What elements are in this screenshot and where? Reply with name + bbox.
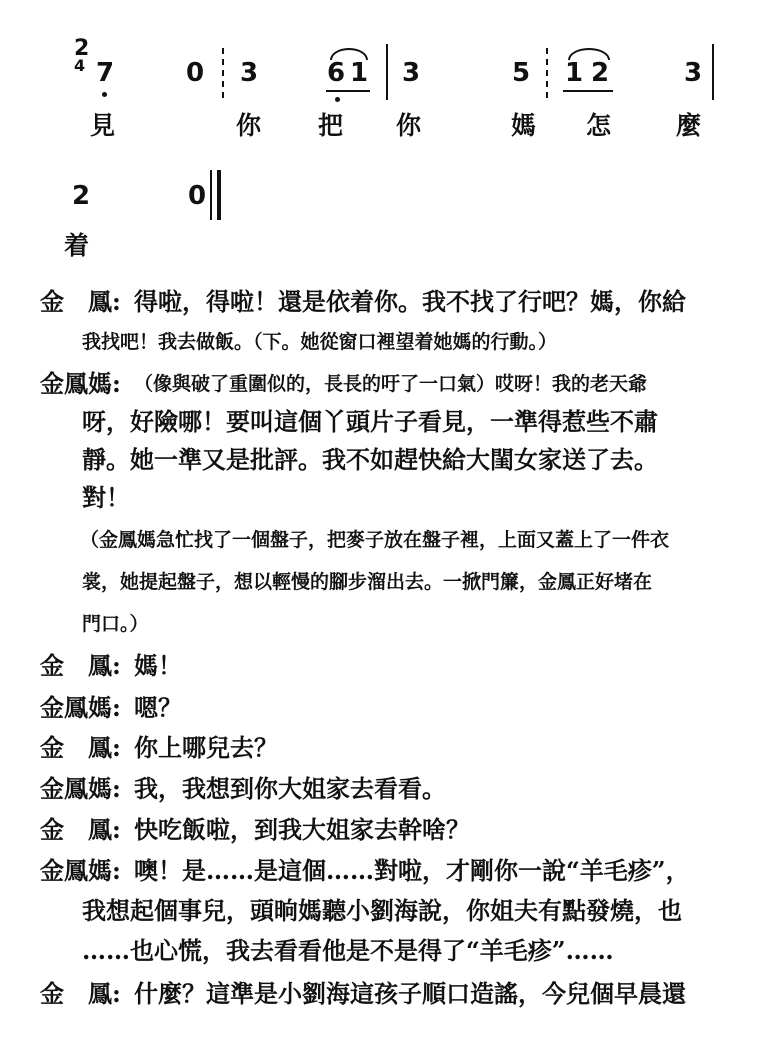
final-barline-thin [210, 170, 212, 220]
speaker-name: 金 鳳: [40, 733, 121, 762]
note: 3 [402, 58, 421, 88]
barline [712, 44, 714, 100]
lyric: 把 [318, 111, 344, 140]
dialogue-continuation: 我想起個事兒，頭晌媽聽小劉海說，你姐夫有點發燒，也 [82, 896, 682, 925]
dialogue-line [34, 812, 754, 850]
dialogue-line [34, 284, 754, 322]
note: 7 [96, 58, 115, 88]
note: 6 [327, 58, 346, 88]
note: 1 [350, 58, 369, 88]
dialogue-continuation [82, 322, 722, 360]
dashed-barline [222, 48, 224, 98]
note: 5 [512, 58, 531, 88]
dialogue-line [34, 648, 754, 686]
dialogue-text: 我找吧！我去做飯。（下。她從窗口裡望着她媽的行動。） [82, 331, 558, 353]
barline [386, 44, 388, 100]
beam-underline [326, 90, 370, 92]
dialogue-line [34, 771, 754, 809]
dialogue-text: 媽！ [134, 651, 182, 680]
speaker-name: 金鳳媽: [40, 693, 121, 722]
lyric: 你 [396, 111, 422, 140]
speaker-name: 金鳳媽: [40, 369, 121, 398]
dialogue-text: 得啦，得啦！還是依着你。我不找了行吧？媽，你給 [134, 287, 686, 316]
low-octave-dot [102, 92, 107, 97]
dialogue-text: 嗯？ [134, 693, 182, 722]
time-signature-top: 2 [74, 36, 90, 61]
stage-direction: 裳，她提起盤子，想以輕慢的腳步溜出去。一掀門簾，金鳳正好堵在 [82, 571, 653, 593]
note: 1 [565, 58, 584, 88]
speaker-name: 金 鳳: [40, 287, 121, 316]
speaker-name: 金 鳳: [40, 979, 121, 1008]
beam-underline [563, 90, 613, 92]
dialogue-continuation: 靜。她一準又是批評。我不如趕快給大閨女家送了去。 [82, 445, 658, 474]
dialogue-text: 噢！是……是這個……對啦，才剛你一說“羊毛疹”， [134, 856, 690, 885]
speaker-name: 金 鳳: [40, 651, 121, 680]
dialogue-line [34, 366, 754, 404]
dialogue-text: 什麼？這準是小劉海這孩子順口造謠，今兒個早晨還 [134, 979, 686, 1008]
lyric: 麼 [676, 111, 702, 140]
note: 0 [186, 58, 205, 88]
note: 0 [188, 181, 207, 211]
note: 2 [591, 58, 610, 88]
low-octave-dot [335, 97, 340, 102]
dialogue-line [34, 690, 754, 728]
lyric: 着 [64, 231, 90, 260]
final-barline-thick [217, 170, 221, 220]
dialogue-continuation: 對！ [82, 483, 130, 512]
speaker-name: 金鳳媽: [40, 856, 121, 885]
dialogue-line [34, 730, 754, 768]
time-signature-bottom: 4 [74, 56, 86, 75]
speaker-name: 金鳳媽: [40, 774, 121, 803]
lyric: 怎 [586, 111, 612, 140]
dialogue-continuation: 呀，好險哪！要叫這個丫頭片子看見，一準得惹些不肅 [82, 407, 658, 436]
dialogue-line [34, 853, 754, 891]
note: 3 [684, 58, 703, 88]
note: 3 [240, 58, 259, 88]
note: 2 [72, 181, 91, 211]
dialogue-text: 快吃飯啦，到我大姐家去幹啥？ [134, 815, 470, 844]
lyric: 媽 [511, 111, 537, 140]
lyric: 你 [236, 111, 262, 140]
speaker-name: 金 鳳: [40, 815, 121, 844]
dialogue-line [34, 976, 754, 1014]
dialogue-text: 你上哪兒去？ [134, 733, 278, 762]
dashed-barline [546, 48, 548, 98]
stage-direction: （金鳳媽急忙找了一個盤子，把麥子放在盤子裡，上面又蓋上了一件衣 [80, 529, 670, 551]
dialogue-text: （像與破了重圍似的，長長的吁了一口氣）哎呀！我的老天爺 [134, 373, 648, 395]
stage-direction: 門口。） [82, 613, 149, 635]
lyric: 見 [90, 111, 116, 140]
dialogue-continuation: ……也心慌，我去看看他是不是得了“羊毛疹”…… [82, 936, 614, 965]
dialogue-text: 我，我想到你大姐家去看看。 [134, 774, 446, 803]
